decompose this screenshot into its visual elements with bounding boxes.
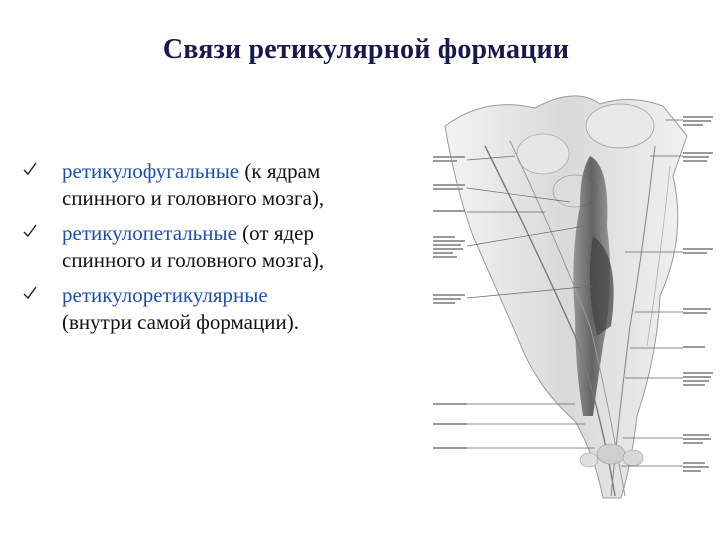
caudal-node — [597, 444, 625, 464]
bullet-list — [22, 158, 402, 344]
bullet-text — [62, 220, 402, 274]
check-icon — [22, 223, 38, 239]
bullet-item-reticuloreticular — [22, 282, 402, 336]
slide-title: Связи ретикулярной формации — [162, 34, 570, 65]
bullet-item-reticulofugal — [22, 158, 402, 212]
caudal-node — [623, 450, 643, 466]
check-icon — [22, 161, 38, 177]
brainstem-diagram — [425, 86, 720, 506]
bullet-term: ретикулопетальные — [62, 221, 237, 245]
check-icon — [22, 285, 38, 301]
bullet-term: ретикулоретикулярные — [62, 283, 268, 307]
upper-lobe — [517, 134, 569, 174]
bullet-text — [62, 282, 402, 336]
bullet-detail-line2: (внутри самой формации). — [62, 310, 299, 334]
bullet-detail-line2: спинного и головного мозга), — [62, 248, 325, 272]
bullet-detail: (к ядрам — [239, 159, 321, 183]
upper-lobe — [586, 104, 654, 148]
bullet-detail: (от ядер — [236, 221, 314, 245]
bullet-item-reticulopetal — [22, 220, 402, 274]
bullet-text — [62, 158, 402, 212]
caudal-node — [580, 453, 598, 467]
bullet-detail-line2: спинного и головного мозга), — [62, 186, 325, 210]
bullet-term: ретикулофугальные — [62, 159, 240, 183]
